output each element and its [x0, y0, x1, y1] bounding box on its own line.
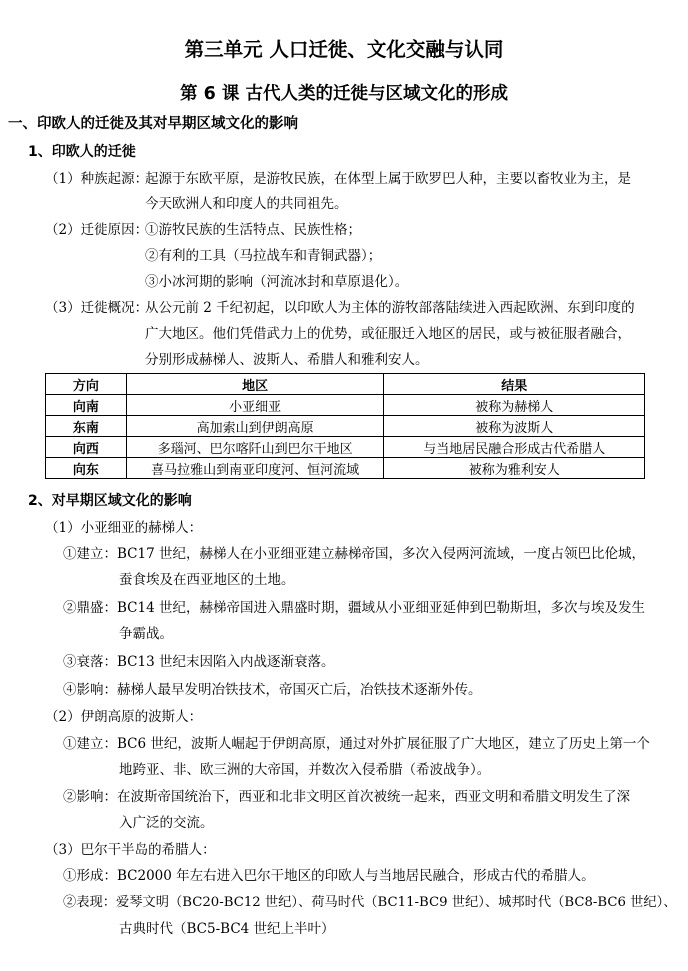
hittite-text: 争霸战。 [119, 626, 173, 642]
unit-title: 第三单元 人口迁徙、文化交融与认同 [184, 38, 504, 61]
table-row [46, 395, 645, 416]
subsection-heading-2: 2、对早期区域文化的影响 [28, 493, 192, 509]
table-row [46, 416, 645, 437]
overview-text-1: 从公元前 2 千纪初起，以印欧人为主体的游牧部落陆续进入西起欧洲、东到印度的 [145, 300, 635, 316]
table-row [46, 458, 645, 479]
greek-text: 古典时代（BC5-BC4 世纪上半叶） [119, 921, 335, 937]
greek-text: ②表现：爱琴文明（BC20-BC12 世纪）、荷马时代（BC11-BC9 世纪）、城邦时代（BC8-BC6 世纪）、 [63, 895, 677, 910]
reason-item-1: ①游牧民族的生活特点、民族性格； [145, 222, 361, 238]
hittite-text: 蚕食埃及在西亚地区的土地。 [119, 572, 295, 588]
table-cell-region: 小亚细亚 [126, 395, 384, 416]
persian-text: 地跨亚、非、欧三洲的大帝国，并数次入侵希腊（希波战争）。 [119, 762, 491, 778]
table-cell-region: 喜马拉雅山到南亚印度河、恒河流域 [126, 458, 384, 479]
hittite-heading: （1）小亚细亚的赫梯人： [45, 520, 203, 536]
table-header: 地区 [126, 374, 384, 395]
table-cell-region: 多瑙河、巴尔喀阡山到巴尔干地区 [126, 437, 384, 458]
greek-heading: （3）巴尔干半岛的希腊人： [45, 842, 216, 858]
reason-label: （2）迁徙原因： [45, 222, 149, 238]
origin-text-1: 起源于东欧平原，是游牧民族，在体型上属于欧罗巴人种，主要以畜牧业为主，是 [145, 171, 631, 187]
table-cell-result: 被称为雅利安人 [384, 458, 645, 479]
origin-label: （1）种族起源： [45, 171, 149, 187]
table-row [46, 437, 645, 458]
lesson-title: 第 6 课 古代人类的迁徙与区域文化的形成 [180, 84, 508, 104]
persian-text: ②影响：在波斯帝国统治下，西亚和北非文明区首次被统一起来，西亚文明和希腊文明发生了深 [63, 789, 630, 805]
persian-heading: （2）伊朗高原的波斯人： [45, 709, 203, 725]
table-cell-result: 被称为波斯人 [384, 416, 645, 437]
origin-text-2: 今天欧洲人和印度人的共同祖先。 [145, 196, 348, 212]
table-cell-result: 与当地居民融合形成古代希腊人 [384, 437, 645, 458]
hittite-text: ①建立：BC17 世纪，赫梯人在小亚细亚建立赫梯帝国，多次入侵两河流域，一度占领巴比伦城， [63, 546, 645, 562]
table-cell-direction: 向东 [46, 458, 127, 479]
table-cell-region: 高加索山到伊朗高原 [126, 416, 384, 437]
reason-item-3: ③小冰河期的影响（河流冰封和草原退化）。 [145, 274, 409, 290]
overview-text-2: 广大地区。他们凭借武力上的优势，或征服迁入地区的居民，或与被征服者融合， [145, 326, 631, 342]
hittite-text: ③衰落：BC13 世纪末因陷入内战逐渐衰落。 [63, 654, 335, 670]
table-header: 方向 [46, 374, 127, 395]
overview-label: （3）迁徙概况： [45, 300, 149, 316]
table-header-row [46, 374, 645, 395]
table-cell-direction: 向西 [46, 437, 127, 458]
section-heading-1: 一、印欧人的迁徙及其对早期区域文化的影响 [8, 116, 298, 132]
greek-text: ①形成：BC2000 年左右进入巴尔干地区的印欧人与当地居民融合，形成古代的希腊人。 [63, 868, 595, 884]
persian-text: 入广泛的交流。 [119, 815, 214, 831]
table-cell-result: 被称为赫梯人 [384, 395, 645, 416]
overview-text-3: 分别形成赫梯人、波斯人、希腊人和雅利安人。 [145, 352, 429, 368]
table-cell-direction: 东南 [46, 416, 127, 437]
hittite-text: ②鼎盛：BC14 世纪，赫梯帝国进入鼎盛时期，疆域从小亚细亚延伸到巴勒斯坦，多次与埃及发生 [63, 600, 645, 616]
hittite-text: ④影响：赫梯人最早发明冶铁技术，帝国灭亡后，冶铁技术逐渐外传。 [63, 682, 482, 698]
persian-text: ①建立：BC6 世纪，波斯人崛起于伊朗高原，通过对外扩展征服了广大地区，建立了历史上第一个 [63, 736, 650, 752]
migration-table [45, 373, 645, 479]
reason-item-2: ②有利的工具（马拉战车和青铜武器）； [145, 248, 382, 264]
table-header: 结果 [384, 374, 645, 395]
table-cell-direction: 向南 [46, 395, 127, 416]
subsection-heading-1: 1、印欧人的迁徙 [28, 144, 136, 160]
